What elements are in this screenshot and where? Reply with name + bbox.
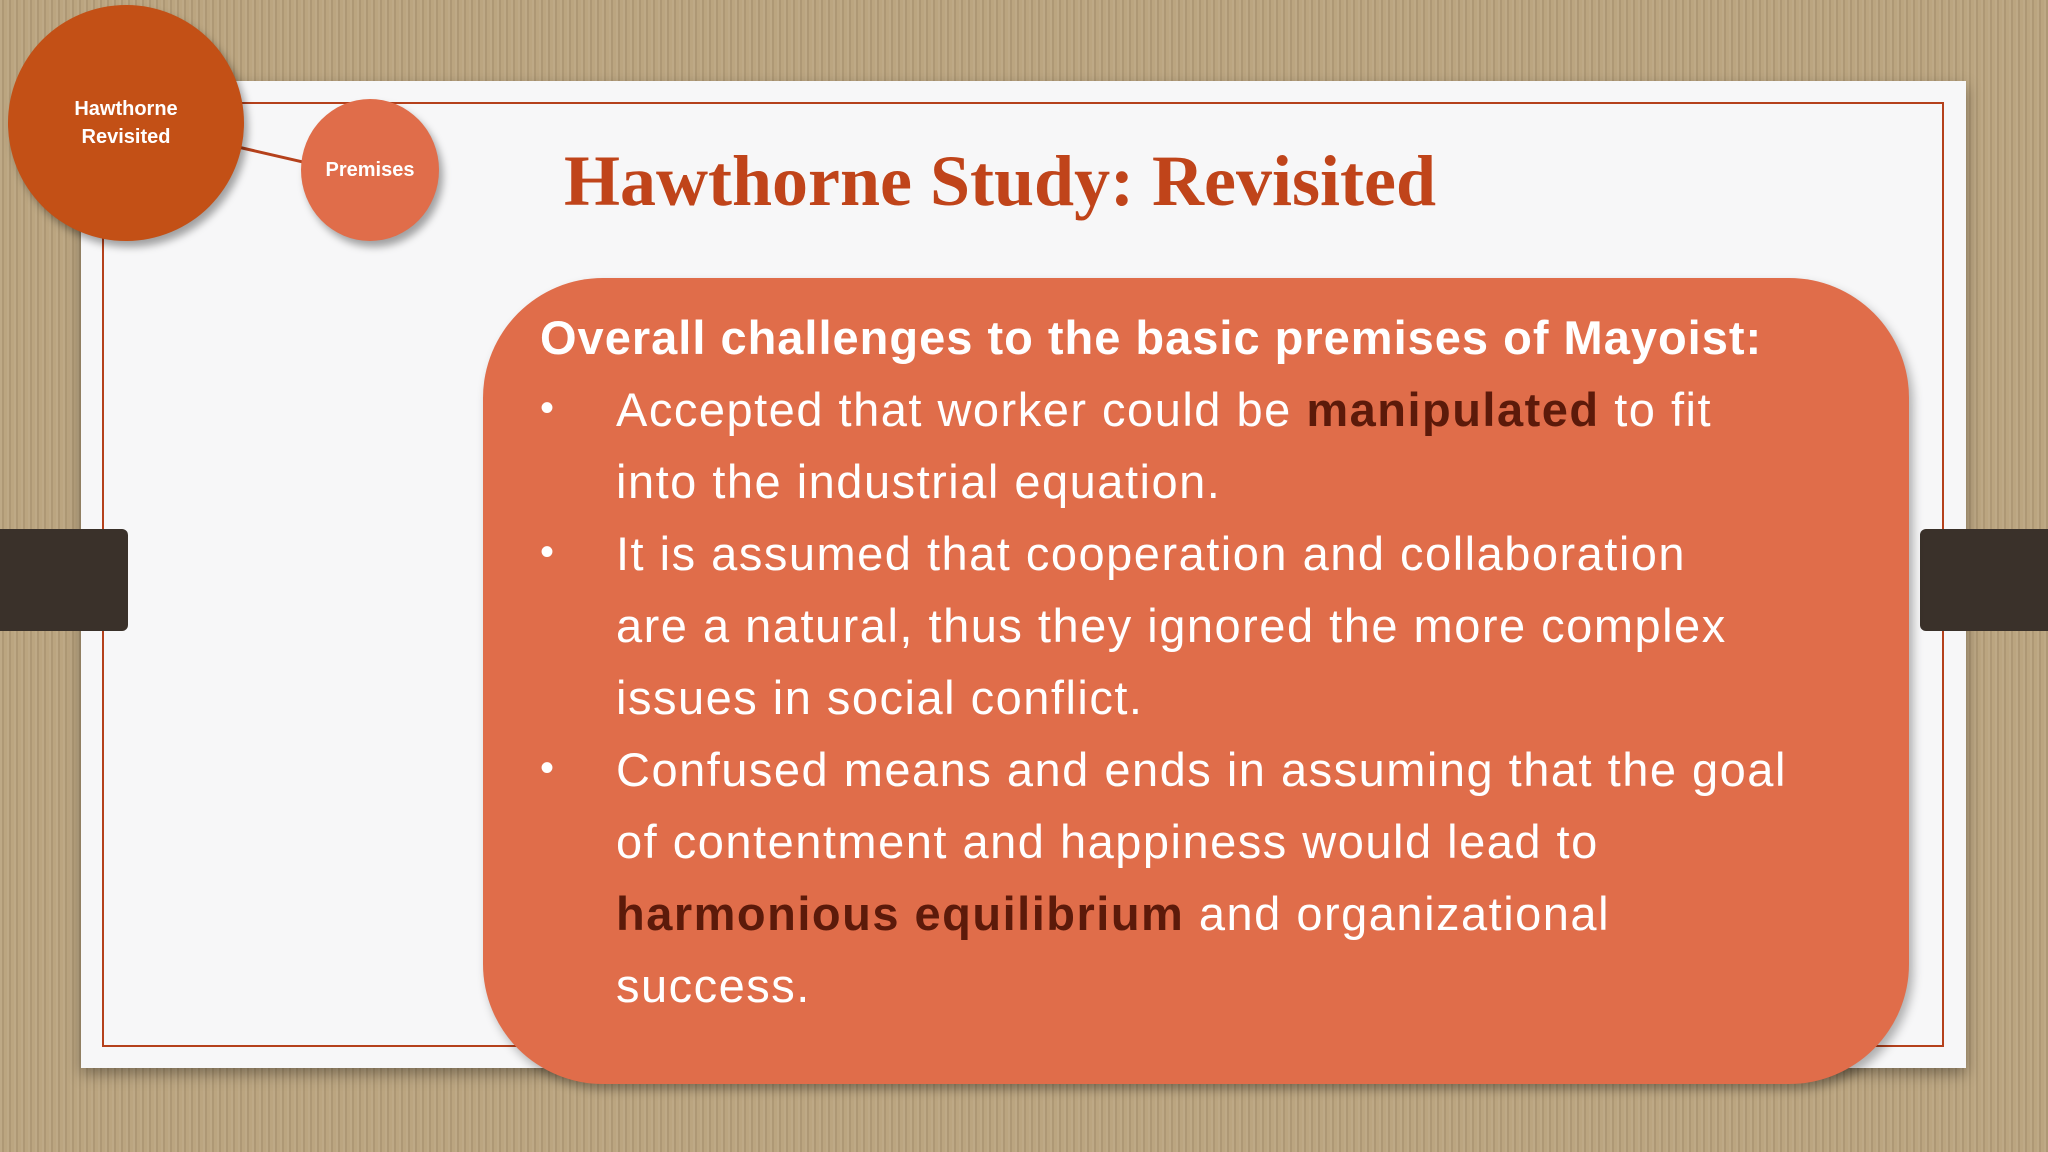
content-line (616, 598, 1727, 653)
bullet-icon: • (540, 530, 555, 574)
content-line (616, 886, 1610, 941)
text-segment: success. (616, 959, 811, 1012)
content-line (616, 814, 1599, 869)
content-heading: Overall challenges to the basic premises of Mayoist: (540, 311, 1763, 364)
content-line (616, 670, 1143, 725)
text-segment: of contentment and happiness would lead to (616, 815, 1599, 868)
content-line (616, 742, 1787, 797)
text-segment: It is assumed that cooperation and collaboration (616, 527, 1687, 580)
content-line (616, 454, 1221, 509)
bullet-icon: • (540, 746, 555, 790)
content-line (616, 382, 1712, 437)
text-segment: Accepted that worker could be (616, 383, 1307, 436)
nav-node-hawthorne-revisited[interactable]: Hawthorne Revisited (8, 5, 244, 241)
left-band (0, 529, 128, 631)
right-band (1920, 529, 2048, 631)
text-segment: and organizational (1184, 887, 1611, 940)
bullet-icon: • (540, 386, 555, 430)
text-segment: into the industrial equation. (616, 455, 1222, 508)
content-line (616, 958, 811, 1013)
emphasized-text: harmonious equilibrium (616, 887, 1185, 940)
nav-node-premises[interactable]: Premises (301, 99, 439, 241)
text-segment: are a natural, thus they ignored the more complex (616, 599, 1727, 652)
text-segment: to fit (1599, 383, 1713, 436)
text-segment: Confused means and ends in assuming that the goal (616, 743, 1787, 796)
emphasized-text: manipulated (1306, 383, 1600, 436)
slide-title: Hawthorne Study: Revisited (564, 141, 1437, 221)
text-segment: issues in social conflict. (616, 671, 1144, 724)
content-line (616, 526, 1686, 581)
